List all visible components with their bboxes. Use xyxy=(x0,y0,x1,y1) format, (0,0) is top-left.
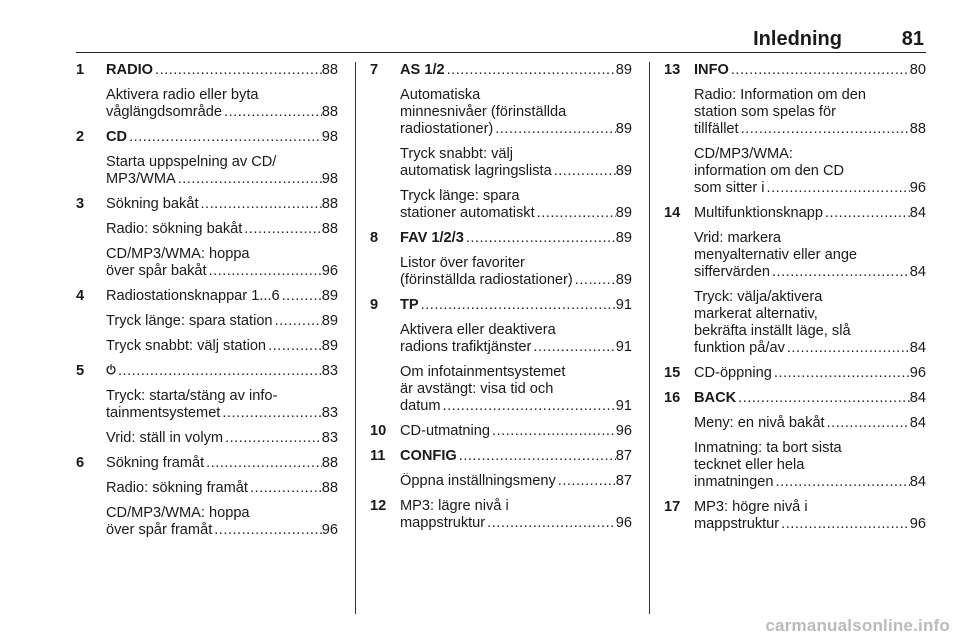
toc-line xyxy=(106,171,338,188)
watermark: carmanualsonline.info xyxy=(765,616,950,635)
toc-line xyxy=(400,272,632,289)
entry-item xyxy=(400,423,632,440)
entry-number: 10 xyxy=(370,423,387,439)
dot-leader xyxy=(785,340,910,357)
index-entry xyxy=(664,390,926,491)
index-entry xyxy=(370,62,632,222)
item-text: Tryck: välja/aktivera xyxy=(694,289,823,305)
toc-line xyxy=(106,62,338,79)
item-label: CD xyxy=(106,129,128,145)
entry-number: 6 xyxy=(76,455,85,471)
entry-item xyxy=(400,230,632,247)
index-entry xyxy=(370,297,632,415)
item-label: CD-utmatning xyxy=(400,423,491,439)
toc-line xyxy=(400,297,632,314)
item-text: är avstängt: visa tid och xyxy=(400,381,554,397)
toc-line xyxy=(694,474,926,491)
index-column-2 xyxy=(370,62,632,532)
page-ref: 89 xyxy=(615,272,632,288)
page-ref: 84 xyxy=(909,415,926,431)
entry-item xyxy=(694,415,926,432)
entry-item xyxy=(106,455,338,472)
dot-leader xyxy=(220,405,321,422)
entry-item xyxy=(694,365,926,382)
page-ref: 80 xyxy=(909,62,926,78)
item-text: minnesnivåer (förinställda xyxy=(400,104,567,120)
page-ref: 96 xyxy=(909,180,926,196)
entry-item xyxy=(694,62,926,79)
page-ref: 88 xyxy=(321,480,338,496)
item-label: funktion på/av xyxy=(694,340,785,356)
entry-item xyxy=(400,448,632,465)
page-ref: 96 xyxy=(615,423,632,439)
dot-leader xyxy=(273,313,322,330)
item-text: menyalternativ eller ange xyxy=(694,247,858,263)
toc-line xyxy=(106,263,338,280)
entry-number: 3 xyxy=(76,196,85,212)
item-text: bekräfta inställt läge, slå xyxy=(694,323,851,339)
entry-item xyxy=(400,498,632,532)
dot-leader xyxy=(212,522,322,539)
toc-line xyxy=(400,515,632,532)
dot-leader xyxy=(242,221,321,238)
entry-item xyxy=(400,62,632,79)
page-ref: 84 xyxy=(909,205,926,221)
dot-leader xyxy=(464,230,616,247)
entry-item xyxy=(694,146,926,197)
item-text: Starta uppspelning av CD/ xyxy=(106,154,277,170)
index-entry xyxy=(76,196,338,280)
entry-number: 8 xyxy=(370,230,379,246)
index-column-3 xyxy=(664,62,926,533)
dot-leader xyxy=(199,196,322,213)
dot-leader xyxy=(552,163,616,180)
index-entry xyxy=(370,448,632,490)
entry-item xyxy=(400,146,632,180)
page-ref: 83 xyxy=(321,430,338,446)
toc-line xyxy=(400,448,632,465)
item-label: INFO xyxy=(694,62,729,78)
entry-item xyxy=(694,205,926,222)
entry-number: 4 xyxy=(76,288,85,304)
dot-leader xyxy=(493,121,615,138)
item-label: automatisk lagringslista xyxy=(400,163,552,179)
dot-leader xyxy=(153,62,322,79)
toc-line xyxy=(400,205,632,222)
page-ref: 88 xyxy=(321,196,338,212)
toc-line xyxy=(106,221,338,238)
item-label: BACK xyxy=(694,390,737,406)
dot-leader xyxy=(573,272,616,289)
column-divider xyxy=(355,62,356,614)
toc-line xyxy=(400,230,632,247)
page-ref: 88 xyxy=(321,104,338,120)
item-text: Tryck snabbt: välj xyxy=(400,146,514,162)
item-text: Automatiska xyxy=(400,87,481,103)
dot-leader xyxy=(207,263,322,280)
page-ref: 83 xyxy=(321,363,338,379)
toc-line xyxy=(106,288,338,305)
item-label: Sökning framåt xyxy=(106,455,205,471)
entry-item xyxy=(400,473,632,490)
page-ref: 89 xyxy=(321,288,338,304)
toc-line xyxy=(400,62,632,79)
dot-leader xyxy=(485,515,616,532)
power-icon xyxy=(106,363,116,374)
dot-leader xyxy=(280,288,322,305)
entry-item xyxy=(106,288,338,305)
item-label: som sitter i xyxy=(694,180,765,196)
entry-item xyxy=(106,62,338,79)
dot-leader xyxy=(204,455,322,472)
item-text: Tryck: starta/stäng av info- xyxy=(106,388,278,404)
dot-leader xyxy=(490,423,616,440)
dot-leader xyxy=(248,480,322,497)
index-entry xyxy=(664,499,926,533)
item-label: tillfället xyxy=(694,121,739,137)
item-label: stationer automatiskt xyxy=(400,205,535,221)
dot-leader xyxy=(772,365,910,382)
toc-line xyxy=(694,264,926,281)
entry-item xyxy=(400,188,632,222)
item-label: Tryck snabbt: välj station xyxy=(106,338,267,354)
column-divider xyxy=(649,62,650,614)
toc-line xyxy=(106,522,338,539)
entry-number: 9 xyxy=(370,297,379,313)
toc-line xyxy=(400,339,632,356)
item-label: CD-öppning xyxy=(694,365,772,381)
page-ref: 91 xyxy=(615,297,632,313)
page-ref: 87 xyxy=(615,473,632,489)
entry-item xyxy=(106,388,338,422)
entry-item xyxy=(694,87,926,138)
page-ref: 84 xyxy=(909,390,926,406)
toc-line xyxy=(106,405,338,422)
item-label: Öppna inställningsmeny xyxy=(400,473,556,489)
toc-line xyxy=(106,104,338,121)
item-label: Radio: sökning framåt xyxy=(106,480,248,496)
index-entry xyxy=(370,423,632,440)
dot-leader xyxy=(823,205,910,222)
page-ref: 89 xyxy=(321,313,338,329)
toc-line xyxy=(694,390,926,407)
entry-item xyxy=(694,499,926,533)
index-entry xyxy=(76,129,338,188)
dot-leader xyxy=(445,62,616,79)
index-entry xyxy=(76,363,338,447)
toc-line xyxy=(400,398,632,415)
page-ref: 89 xyxy=(615,205,632,221)
item-label: siffervärden xyxy=(694,264,770,280)
page-ref: 88 xyxy=(321,221,338,237)
item-label: CONFIG xyxy=(400,448,457,464)
dot-leader xyxy=(729,62,910,79)
entry-item xyxy=(106,338,338,355)
item-text: station som spelas för xyxy=(694,104,836,120)
item-text: MP3: lägre nivå i xyxy=(400,498,509,514)
entry-number: 5 xyxy=(76,363,85,379)
entry-item xyxy=(694,230,926,281)
toc-line xyxy=(106,430,338,447)
entry-number: 17 xyxy=(664,499,681,515)
entry-item xyxy=(694,390,926,407)
dot-leader xyxy=(223,430,322,447)
dot-leader xyxy=(531,339,615,356)
entry-item xyxy=(400,255,632,289)
toc-line xyxy=(400,423,632,440)
item-text: Inmatning: ta bort sista xyxy=(694,440,842,456)
index-entry xyxy=(76,288,338,355)
dot-leader xyxy=(457,448,616,465)
entry-number: 13 xyxy=(664,62,681,78)
page-ref: 98 xyxy=(321,129,338,145)
dot-leader xyxy=(770,264,910,281)
page-title: Inledning xyxy=(753,28,842,50)
toc-line xyxy=(106,129,338,146)
entry-item xyxy=(694,289,926,357)
dot-leader xyxy=(116,363,322,380)
dot-leader xyxy=(127,129,322,146)
entry-number: 14 xyxy=(664,205,681,221)
dot-leader xyxy=(419,297,616,314)
entry-number: 16 xyxy=(664,390,681,406)
dot-leader xyxy=(556,473,616,490)
item-label: Multifunktionsknapp xyxy=(694,205,823,221)
toc-line xyxy=(400,121,632,138)
index-entry xyxy=(370,230,632,289)
item-text: Tryck länge: spara xyxy=(400,188,520,204)
page-ref: 91 xyxy=(615,398,632,414)
toc-line xyxy=(694,121,926,138)
item-label: radions trafiktjänster xyxy=(400,339,532,355)
entry-number: 12 xyxy=(370,498,387,514)
item-label: inmatningen xyxy=(694,474,774,490)
entry-item xyxy=(106,430,338,447)
item-label: Meny: en nivå bakåt xyxy=(694,415,825,431)
page-header xyxy=(76,26,926,53)
page-ref: 89 xyxy=(321,338,338,354)
item-label: mappstruktur xyxy=(694,516,780,532)
page-ref: 96 xyxy=(909,365,926,381)
item-label: MP3/WMA xyxy=(106,171,176,187)
page-ref: 91 xyxy=(615,339,632,355)
toc-line xyxy=(694,180,926,197)
item-label: TP xyxy=(400,297,419,313)
page-ref: 88 xyxy=(321,62,338,78)
dot-leader xyxy=(825,415,910,432)
item-text: MP3: högre nivå i xyxy=(694,499,808,515)
index-entry xyxy=(76,62,338,121)
entry-item xyxy=(106,129,338,146)
item-text: Aktivera radio eller byta xyxy=(106,87,259,103)
entry-item xyxy=(694,440,926,491)
entry-item xyxy=(106,196,338,213)
entry-item xyxy=(106,363,338,380)
page-ref: 96 xyxy=(909,516,926,532)
entry-item xyxy=(400,322,632,356)
item-label: RADIO xyxy=(106,62,154,78)
dot-leader xyxy=(441,398,616,415)
page-ref: 84 xyxy=(909,340,926,356)
index-column-1 xyxy=(76,62,338,539)
item-text: Listor över favoriter xyxy=(400,255,525,271)
item-text: Radio: Information om den xyxy=(694,87,866,103)
entry-item xyxy=(400,87,632,138)
toc-line xyxy=(106,363,338,380)
index-entry xyxy=(370,498,632,532)
entry-item xyxy=(106,480,338,497)
index-entry xyxy=(76,455,338,539)
page-ref: 96 xyxy=(615,515,632,531)
dot-leader xyxy=(779,516,910,533)
dot-leader xyxy=(765,180,910,197)
entry-item xyxy=(106,154,338,188)
item-label: över spår bakåt xyxy=(106,263,207,279)
item-text: CD/MP3/WMA: xyxy=(694,146,793,162)
page-ref: 96 xyxy=(321,263,338,279)
dot-leader xyxy=(222,104,322,121)
page-number: 81 xyxy=(901,28,924,50)
page-ref: 89 xyxy=(615,121,632,137)
entry-item xyxy=(400,364,632,415)
toc-line xyxy=(400,473,632,490)
toc-line xyxy=(694,365,926,382)
item-text: Vrid: markera xyxy=(694,230,782,246)
dot-leader xyxy=(266,338,322,355)
page-ref: 88 xyxy=(321,455,338,471)
toc-line xyxy=(106,480,338,497)
entry-number: 11 xyxy=(370,448,386,464)
toc-line xyxy=(106,313,338,330)
page-ref: 89 xyxy=(615,230,632,246)
item-label: mappstruktur xyxy=(400,515,486,531)
item-text: CD/MP3/WMA: hoppa xyxy=(106,246,250,262)
item-label: AS 1/2 xyxy=(400,62,445,78)
toc-line xyxy=(694,415,926,432)
toc-line xyxy=(106,196,338,213)
item-text: CD/MP3/WMA: hoppa xyxy=(106,505,250,521)
dot-leader xyxy=(736,390,910,407)
toc-line xyxy=(694,62,926,79)
page-ref: 87 xyxy=(615,448,632,464)
item-label: Vrid: ställ in volym xyxy=(106,430,224,446)
entry-number: 15 xyxy=(664,365,681,381)
item-label: (förinställda radiostationer) xyxy=(400,272,573,288)
dot-leader xyxy=(535,205,616,222)
entry-item xyxy=(400,297,632,314)
page-ref: 88 xyxy=(909,121,926,137)
item-label: datum xyxy=(400,398,441,414)
item-label: Radiostationsknappar 1...6 xyxy=(106,288,280,304)
entry-item xyxy=(106,221,338,238)
page-ref: 96 xyxy=(321,522,338,538)
toc-line xyxy=(106,338,338,355)
page-ref: 89 xyxy=(615,62,632,78)
toc-line xyxy=(694,205,926,222)
item-label: radiostationer) xyxy=(400,121,494,137)
index-entry xyxy=(664,365,926,382)
toc-line xyxy=(400,163,632,180)
item-label: över spår framåt xyxy=(106,522,213,538)
item-label: Tryck länge: spara station xyxy=(106,313,273,329)
entry-item xyxy=(106,246,338,280)
item-text: Aktivera eller deaktivera xyxy=(400,322,556,338)
item-label: FAV 1/2/3 xyxy=(400,230,464,246)
entry-number: 1 xyxy=(76,62,85,78)
item-text: tecknet eller hela xyxy=(694,457,805,473)
entry-number: 7 xyxy=(370,62,379,78)
item-text: information om den CD xyxy=(694,163,845,179)
item-label: tainmentsystemet xyxy=(106,405,221,421)
toc-line xyxy=(694,340,926,357)
toc-line xyxy=(106,455,338,472)
page-ref: 84 xyxy=(909,474,926,490)
toc-line xyxy=(694,516,926,533)
dot-leader xyxy=(774,474,910,491)
index-entry xyxy=(664,205,926,357)
dot-leader xyxy=(176,171,322,188)
item-text: markerat alternativ, xyxy=(694,306,818,322)
index-entry xyxy=(664,62,926,197)
entry-item xyxy=(106,313,338,330)
entry-number: 2 xyxy=(76,129,85,145)
item-label: Radio: sökning bakåt xyxy=(106,221,243,237)
page-ref: 83 xyxy=(321,405,338,421)
dot-leader xyxy=(739,121,910,138)
entry-item xyxy=(106,505,338,539)
page-ref: 89 xyxy=(615,163,632,179)
page-ref: 84 xyxy=(909,264,926,280)
item-label: Sökning bakåt xyxy=(106,196,199,212)
entry-item xyxy=(106,87,338,121)
page-ref: 98 xyxy=(321,171,338,187)
item-text: Om infotainmentsystemet xyxy=(400,364,566,380)
item-label: våglängdsområde xyxy=(106,104,223,120)
